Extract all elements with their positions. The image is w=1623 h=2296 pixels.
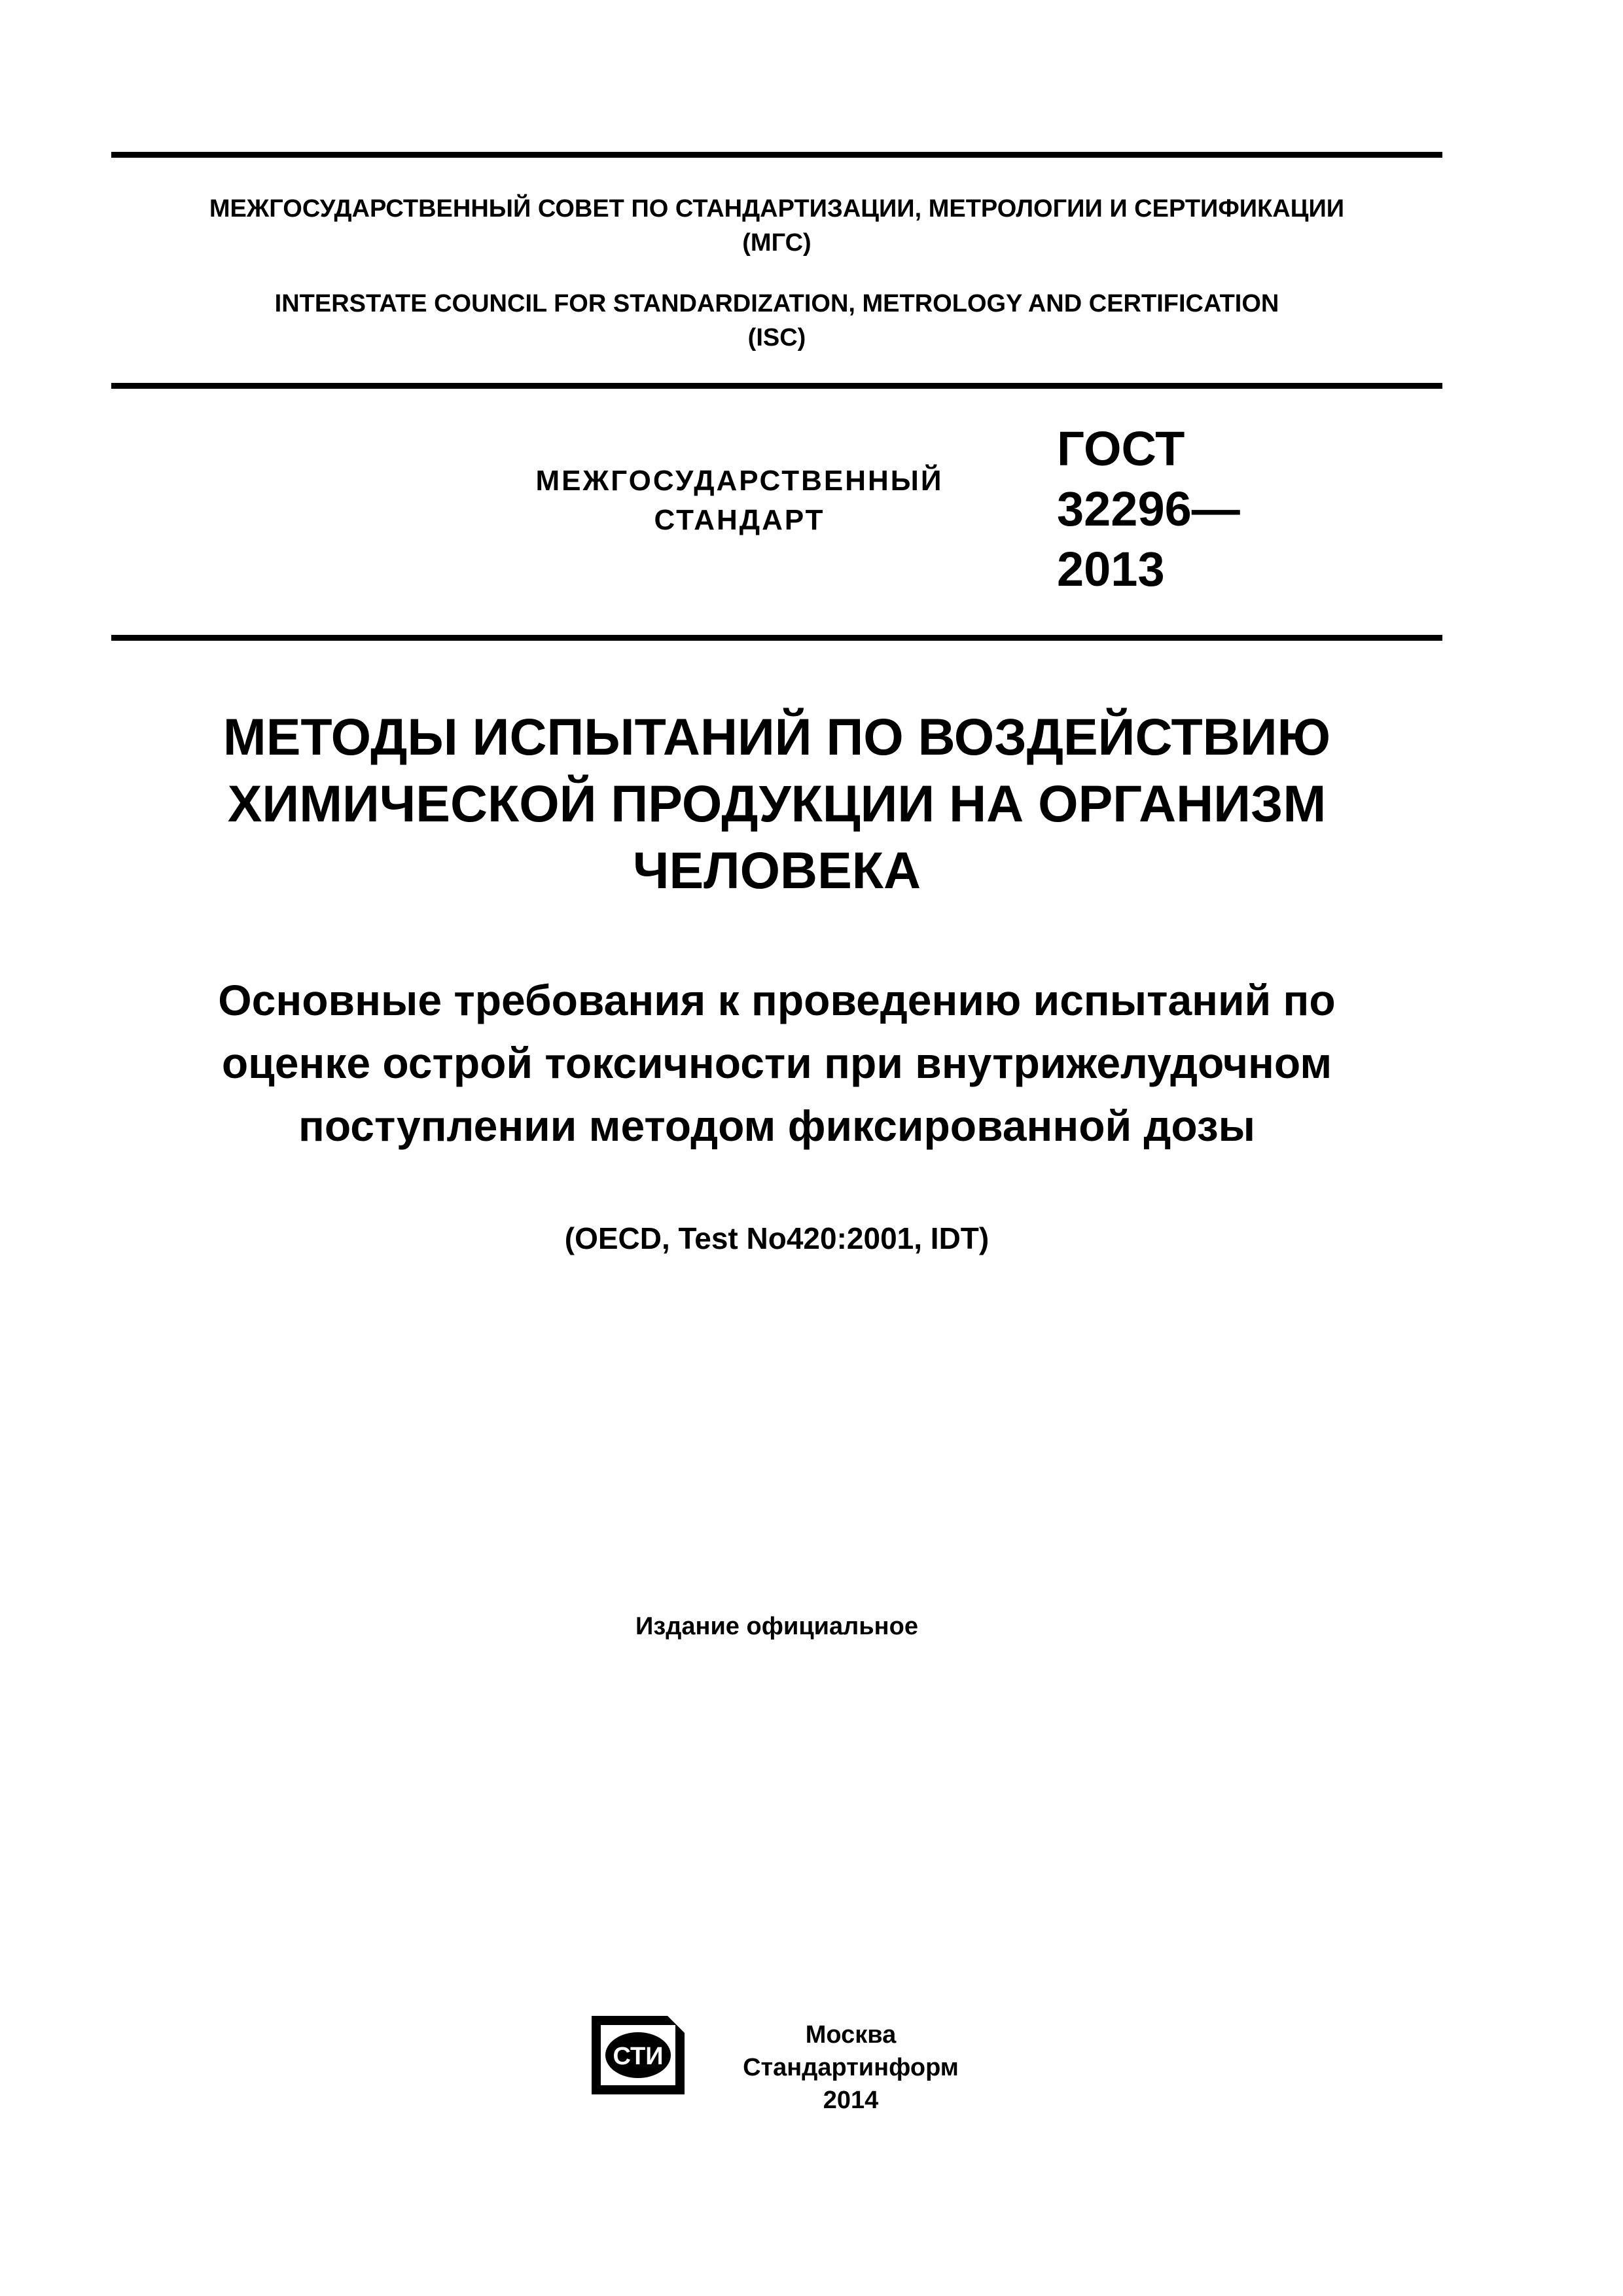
council-ru-abbreviation: (МГС): [742, 229, 812, 257]
bottom-rule: [111, 635, 1442, 641]
standard-type-line-2: СТАНДАРТ: [654, 504, 825, 536]
publisher-block: [707, 2018, 995, 2117]
standartinform-logo-icon: [590, 2015, 686, 2096]
logo-text: СТИ: [613, 2043, 664, 2070]
subtitle-line-1: Основные требования к проведению испытаний по: [218, 976, 1336, 1024]
publisher-city: Москва: [805, 2021, 897, 2049]
publisher-year: 2014: [823, 2087, 879, 2114]
subtitle-line-3: поступлении методом фиксированной дозы: [298, 1102, 1255, 1150]
standard-type-label: [458, 461, 1021, 540]
document-title: [111, 704, 1442, 904]
publisher-name: Стандартинформ: [743, 2054, 959, 2081]
title-line-3: ЧЕЛОВЕКА: [632, 841, 921, 899]
council-ru-line-1: МЕЖГОСУДАРСТВЕННЫЙ СОВЕТ ПО СТАНДАРТИЗАЦИИ, МЕТРОЛОГИИ И СЕРТИФИКАЦИИ: [209, 195, 1345, 223]
gost-number: 32296—: [1057, 482, 1240, 536]
standard-type-line-1: МЕЖГОСУДАРСТВЕННЫЙ: [535, 465, 944, 497]
top-rule: [111, 152, 1442, 158]
document-subtitle: [111, 969, 1442, 1157]
council-name-ru: [111, 192, 1442, 260]
gost-prefix: ГОСТ: [1057, 422, 1185, 476]
gost-year: 2013: [1057, 542, 1165, 596]
council-en-line-1: INTERSTATE COUNCIL FOR STANDARDIZATION, METROLOGY AND CERTIFICATION: [274, 290, 1279, 317]
council-en-abbreviation: (ISC): [747, 324, 806, 351]
title-line-1: МЕТОДЫ ИСПЫТАНИЙ ПО ВОЗДЕЙСТВИЮ: [223, 708, 1331, 766]
middle-rule: [111, 383, 1442, 389]
oecd-reference: (OECD, Test No420:2001, IDT): [564, 1221, 990, 1255]
title-line-2: ХИМИЧЕСКОЙ ПРОДУКЦИИ НА ОРГАНИЗМ: [227, 774, 1327, 833]
subtitle-line-2: оценке острой токсичности при внутрижелудочном: [221, 1039, 1332, 1087]
gost-designation: [1057, 419, 1423, 600]
council-name-en: [111, 287, 1442, 355]
official-edition-label: Издание официальное: [635, 1613, 918, 1640]
